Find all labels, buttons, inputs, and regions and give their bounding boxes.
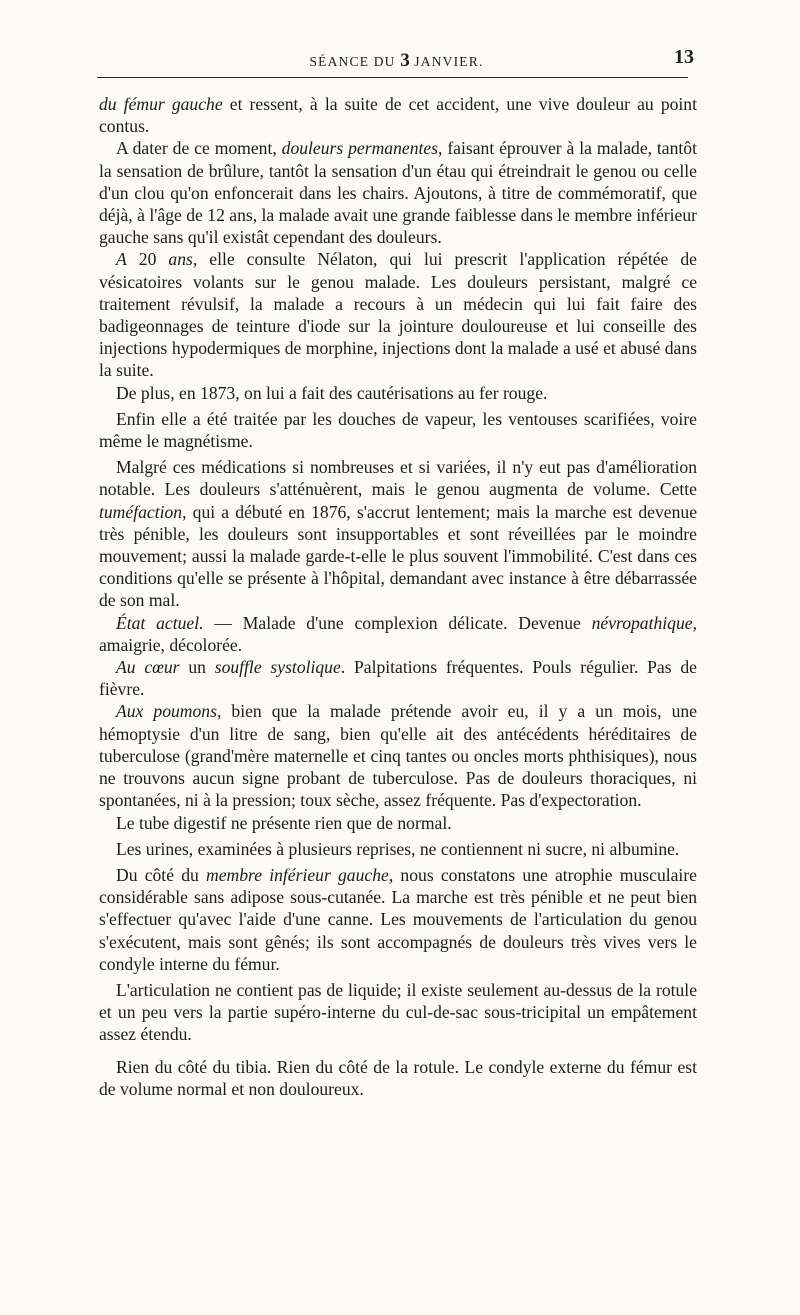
paragraph [99, 408, 697, 452]
paragraph [99, 248, 697, 381]
text-run: A dater de ce moment, [116, 138, 282, 159]
running-title-post: JANVIER. [414, 54, 484, 69]
italic-text: tuméfaction [99, 501, 183, 522]
paragraph [99, 812, 697, 834]
italic-text: du fémur gauche [99, 94, 223, 114]
page-header [97, 46, 696, 72]
italic-text: douleurs permanentes [281, 138, 439, 159]
paragraph [99, 656, 697, 700]
paragraph [99, 864, 697, 975]
text-run: , bien que la malade prétende avoir eu, il y a un mois, une hémoptysie d'un litre de sang, bien qu'elle ait des antécédents héréditaires de tuberculose (grand'mère maternelle et cinq tantes ou oncles morts phthisiques), nous ne trouvons aucun signe probant de tuberculose. Pas de douleurs thoraciques, ni spontanées, ni à la pression; toux sèche, assez fréquente. Pas d'expectoration. [99, 701, 697, 811]
text-run: et ressent, à la suite de cet accident, une vive douleur au point contus. [99, 94, 697, 137]
paragraph [99, 838, 697, 860]
running-title [97, 50, 696, 72]
paragraph [99, 137, 697, 248]
text-run: Les urines, examinées à plusieurs reprises, ne contiennent ni sucre, ni albumine. [116, 838, 680, 859]
page-number: 13 [674, 46, 694, 68]
paragraph [99, 1056, 697, 1100]
paragraph [99, 700, 697, 811]
text-run: , nous constatons une atrophie musculaire considérable sans adipose sous-cutanée. La marche est très pénible et ne peut bien s'effectuer qu'avec l'aide d'une canne. Les mouvements de l'articulation du genou s'exécutent, mais sont gênés; ils sont accompagnés de douleurs très vives vers le condyle interne du fémur. [99, 864, 697, 974]
running-title-day: 3 [400, 50, 410, 71]
text-run: Du côté du [116, 864, 207, 885]
text-run: Malgré ces médications si nombreuses et si variées, il n'y eut pas d'amélioration notable. Les douleurs s'atténuèrent, mais le genou augmenta de volume. Cette [99, 457, 697, 500]
text-run: . Palpitations fréquentes. Pouls régulier. Pas de fièvre. [99, 657, 697, 700]
text-run: , amaigrie, décolorée. [99, 612, 697, 655]
italic-text: souffle systolique [214, 657, 341, 678]
paragraph [99, 93, 697, 137]
text-run: 20 [126, 249, 169, 270]
text-run: un [179, 657, 215, 678]
text-run: L'articulation ne contient pas de liquide; il existe seulement au-dessus de la rotule et un peu vers la partie supéro-interne du cul-de-sac sous-tricipital un empâtement assez étendu. [99, 979, 697, 1045]
italic-text: membre inférieur gauche [206, 864, 389, 885]
paragraph [99, 382, 697, 404]
body-text [99, 93, 697, 1100]
italic-text: A [116, 249, 127, 270]
text-run: , elle consulte Nélaton, qui lui prescrit l'application répétée de vésicatoires volants sur le genou malade. Les douleurs persistant, malgré ce traitement révulsif, la malade a recours à un médecin qui lui fait faire des badigeonnages de teinture d'iode sur la jointure douloureuse et lui conseille des injections hypodermiques de morphine, injections dont la malade a usé et abusé dans la suite. [99, 249, 697, 381]
paragraph [99, 612, 697, 656]
paragraph [99, 456, 697, 611]
italic-text: Au cœur [116, 657, 180, 678]
text-run: , qui a débuté en 1876, s'accrut lentement; mais la marche est devenue très pénible, les douleurs sont insupportables et sont réveillées par le moindre mouvement; aussi la malade garde-t-elle le plus souvent l'immobilité. C'est dans ces conditions qu'elle se présente à l'hôpital, demandant avec instance à être débarrassée de son mal. [99, 501, 697, 611]
header-rule [97, 77, 688, 78]
text-run: , faisant éprouver à la malade, tantôt la sensation de brûlure, tantôt la sensation d'un étau qui étreindrait le genou ou celle d'un clou qu'on enfoncerait dans les chairs. Ajoutons, à titre de commémoratif, que déjà, à l'âge de 12 ans, la malade avait une grande faiblesse dans le membre inférieur gauche sans qu'il existât cependant des douleurs. [99, 138, 697, 248]
paragraph [99, 979, 697, 1046]
text-run: Enfin elle a été traitée par les douches de vapeur, les ventouses scarifiées, voire même le magnétisme. [99, 408, 697, 452]
text-run: Rien du côté du tibia. Rien du côté de la rotule. Le condyle externe du fémur est de volume normal et non douloureux. [99, 1056, 697, 1099]
text-run: Le tube digestif ne présente rien que de normal. [116, 812, 452, 833]
italic-text: Aux poumons [116, 701, 217, 722]
italic-text: ans [168, 249, 193, 270]
text-run: — Malade d'une complexion délicate. Devenue [203, 612, 592, 633]
italic-text: État actuel. [116, 612, 204, 633]
running-title-pre: SÉANCE DU [309, 54, 396, 69]
text-run: De plus, en 1873, on lui a fait des cautérisations au fer rouge. [116, 382, 548, 403]
italic-text: névropathique [591, 612, 693, 633]
